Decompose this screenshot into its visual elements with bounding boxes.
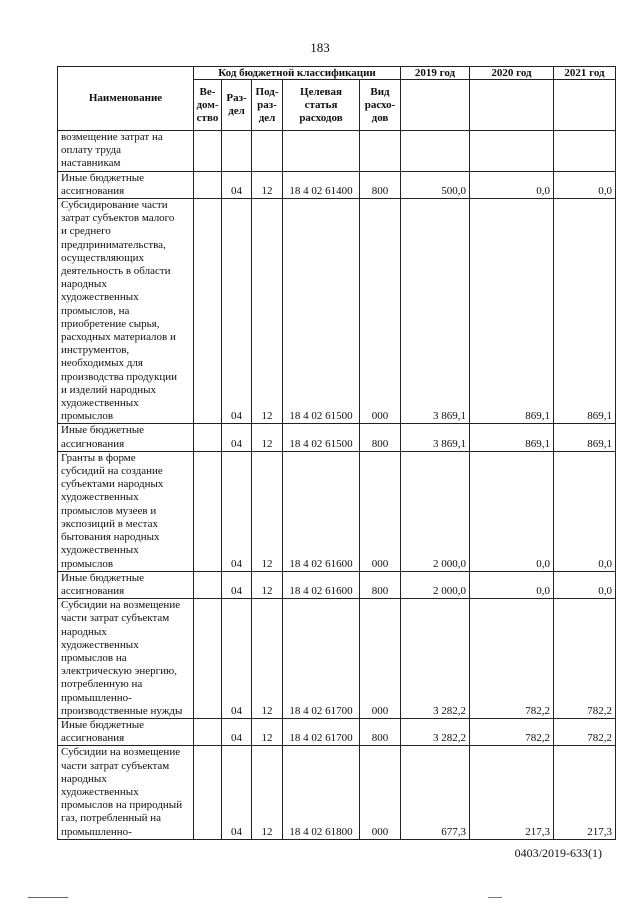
row-expense-type: 800 (360, 171, 401, 198)
row-razdel: 04 (222, 171, 252, 198)
row-amount-2019 (401, 131, 470, 172)
table-row (58, 571, 616, 598)
row-amount-2020: 869,1 (470, 199, 554, 424)
row-amount-2020 (470, 131, 554, 172)
table-row (58, 199, 616, 424)
header-razdel: Раз- дел (222, 80, 252, 131)
row-name: Субсидирование части затрат субъектов малого и среднего предпринимательства, осуществляющих деятельность в области народных художественных промыслов, на приобретение сырья, расходных материалов и инструментов, необходимых для производства продукции и изделий народных художественных промыслов (58, 199, 194, 424)
row-target: 18 4 02 61700 (283, 599, 360, 719)
header-empty-2019 (401, 80, 470, 131)
row-name: Иные бюджетные ассигнования (58, 171, 194, 198)
table-row (58, 171, 616, 198)
header-empty-2021 (554, 80, 616, 131)
row-target: 18 4 02 61800 (283, 746, 360, 839)
row-target (283, 131, 360, 172)
header-name: Наименование (58, 67, 194, 131)
document-code: 0403/2019-633(1) (514, 846, 602, 860)
row-amount-2021: 869,1 (554, 199, 616, 424)
table-row (58, 718, 616, 745)
row-podrazdel: 12 (252, 718, 283, 745)
row-podrazdel: 12 (252, 424, 283, 451)
budget-table (57, 66, 616, 840)
row-razdel: 04 (222, 451, 252, 571)
row-amount-2020: 782,2 (470, 599, 554, 719)
page-number: 183 (310, 40, 330, 55)
row-amount-2019: 500,0 (401, 171, 470, 198)
row-vedomstvo (194, 199, 222, 424)
row-vedomstvo (194, 718, 222, 745)
row-podrazdel: 12 (252, 451, 283, 571)
table-row (58, 599, 616, 719)
row-name: Субсидии на возмещение части затрат субъектам народных художественных промыслов на электрическую энергию, потребленную на промышленно- производственные нужды (58, 599, 194, 719)
header-year-2019: 2019 год (401, 67, 470, 80)
row-expense-type: 000 (360, 451, 401, 571)
row-podrazdel: 12 (252, 171, 283, 198)
header-podrazdel: Под- раз- дел (252, 80, 283, 131)
row-target: 18 4 02 61600 (283, 571, 360, 598)
scan-edge-mark (488, 897, 502, 898)
row-amount-2020: 0,0 (470, 571, 554, 598)
header-expense-type: Вид расхо- дов (360, 80, 401, 131)
row-razdel: 04 (222, 199, 252, 424)
row-vedomstvo (194, 571, 222, 598)
header-target-article: Целевая статья расходов (283, 80, 360, 131)
table-row (58, 746, 616, 839)
row-name: возмещение затрат на оплату труда наставникам (58, 131, 194, 172)
row-amount-2019: 2 000,0 (401, 571, 470, 598)
row-expense-type: 800 (360, 424, 401, 451)
row-target: 18 4 02 61600 (283, 451, 360, 571)
row-amount-2020: 782,2 (470, 718, 554, 745)
row-expense-type: 800 (360, 571, 401, 598)
row-amount-2020: 0,0 (470, 171, 554, 198)
scan-edge-mark (28, 897, 68, 898)
row-name: Субсидии на возмещение части затрат субъектам народных художественных промыслов на природный газ, потребленный на промышленно- (58, 746, 194, 839)
row-amount-2021: 782,2 (554, 599, 616, 719)
row-name: Иные бюджетные ассигнования (58, 571, 194, 598)
row-amount-2021 (554, 131, 616, 172)
row-amount-2020: 0,0 (470, 451, 554, 571)
table-body (58, 131, 616, 840)
header-year-2021: 2021 год (554, 67, 616, 80)
row-expense-type: 000 (360, 599, 401, 719)
row-expense-type: 800 (360, 718, 401, 745)
row-amount-2019: 3 282,2 (401, 599, 470, 719)
row-amount-2021: 782,2 (554, 718, 616, 745)
row-target: 18 4 02 61500 (283, 424, 360, 451)
row-expense-type: 000 (360, 199, 401, 424)
row-podrazdel: 12 (252, 599, 283, 719)
header-empty-2020 (470, 80, 554, 131)
header-year-2020: 2020 год (470, 67, 554, 80)
row-amount-2021: 0,0 (554, 571, 616, 598)
row-podrazdel: 12 (252, 571, 283, 598)
row-amount-2021: 0,0 (554, 171, 616, 198)
row-target: 18 4 02 61500 (283, 199, 360, 424)
row-name: Иные бюджетные ассигнования (58, 718, 194, 745)
row-razdel (222, 131, 252, 172)
row-expense-type: 000 (360, 746, 401, 839)
row-vedomstvo (194, 424, 222, 451)
row-target: 18 4 02 61700 (283, 718, 360, 745)
row-target: 18 4 02 61400 (283, 171, 360, 198)
row-name: Гранты в форме субсидий на создание субъектами народных художественных промыслов музеев и экспозиций в местах бытования народных художественных промыслов (58, 451, 194, 571)
row-amount-2021: 869,1 (554, 424, 616, 451)
row-vedomstvo (194, 599, 222, 719)
row-razdel: 04 (222, 718, 252, 745)
row-expense-type (360, 131, 401, 172)
row-podrazdel (252, 131, 283, 172)
row-vedomstvo (194, 746, 222, 839)
table-row (58, 451, 616, 571)
row-podrazdel: 12 (252, 199, 283, 424)
row-vedomstvo (194, 131, 222, 172)
row-amount-2019: 2 000,0 (401, 451, 470, 571)
row-razdel: 04 (222, 746, 252, 839)
row-vedomstvo (194, 171, 222, 198)
header-code-group: Код бюджетной классификации (194, 67, 401, 80)
table-row (58, 424, 616, 451)
row-amount-2019: 3 869,1 (401, 424, 470, 451)
row-vedomstvo (194, 451, 222, 571)
row-amount-2019: 677,3 (401, 746, 470, 839)
row-name: Иные бюджетные ассигнования (58, 424, 194, 451)
row-amount-2021: 0,0 (554, 451, 616, 571)
row-amount-2020: 869,1 (470, 424, 554, 451)
row-podrazdel: 12 (252, 746, 283, 839)
row-amount-2019: 3 282,2 (401, 718, 470, 745)
table-row (58, 131, 616, 172)
header-vedomstvo: Ве- дом- ство (194, 80, 222, 131)
row-razdel: 04 (222, 571, 252, 598)
row-razdel: 04 (222, 424, 252, 451)
row-amount-2021: 217,3 (554, 746, 616, 839)
row-amount-2019: 3 869,1 (401, 199, 470, 424)
row-amount-2020: 217,3 (470, 746, 554, 839)
row-razdel: 04 (222, 599, 252, 719)
